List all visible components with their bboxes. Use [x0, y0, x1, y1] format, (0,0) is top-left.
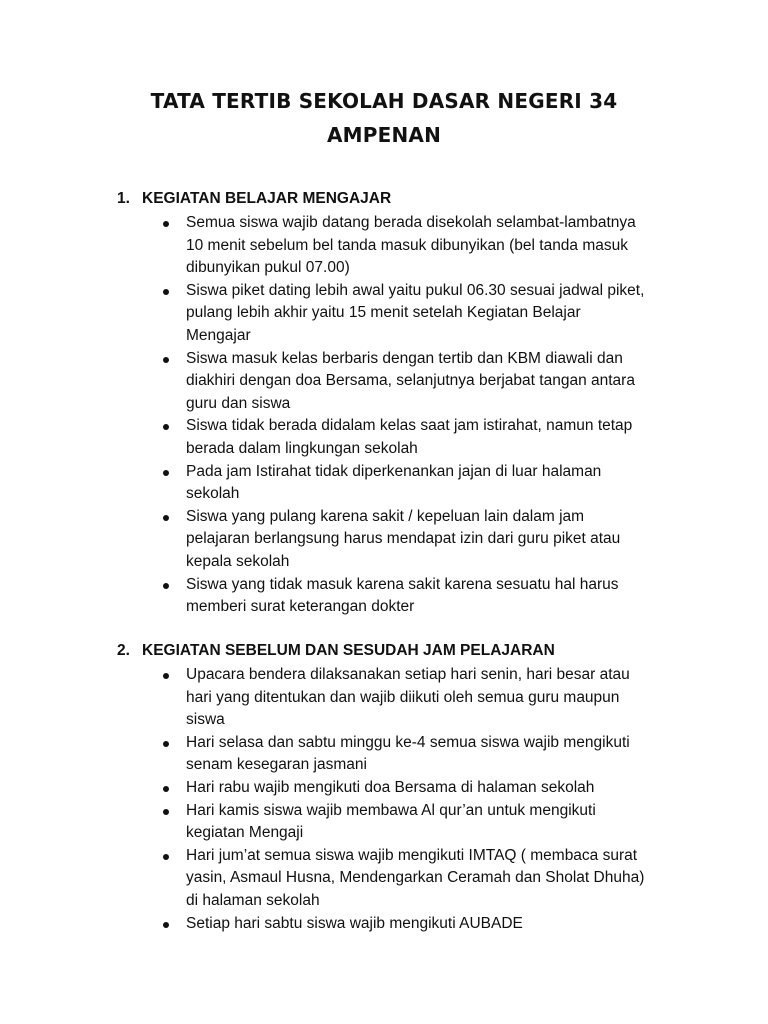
bullet-icon — [163, 221, 169, 227]
list-item-text-line: Siswa tidak berada didalam kelas saat jam istirahat, namun tetap — [186, 417, 633, 435]
list-item-text-line: 10 menit sebelum bel tanda masuk dibunyikan (bel tanda masuk — [186, 236, 629, 254]
section-title: KEGIATAN SEBELUM DAN SESUDAH JAM PELAJARAN — [142, 642, 555, 659]
list-item — [117, 845, 686, 913]
bullet-icon — [163, 786, 169, 792]
section-heading — [117, 188, 697, 210]
list-item — [117, 732, 686, 777]
list-item — [117, 800, 686, 845]
section-kegiatan-sebelum-sesudah — [117, 640, 697, 935]
list-item-text-line: Hari kamis siswa wajib membawa Al qur’an untuk mengikuti — [186, 801, 596, 819]
list-item-text-line: Semua siswa wajib datang berada disekolah selambat-lambatnya — [186, 214, 636, 231]
title-line-1: TATA TERTIB SEKOLAH DASAR NEGERI 34 — [150, 89, 618, 113]
list-item-text-line: Setiap hari sabtu siswa wajib mengikuti AUBADE — [186, 914, 523, 932]
list-item — [117, 664, 686, 732]
section-number: 1. — [117, 190, 130, 207]
list-item-text-line: kegiatan Mengaji — [186, 824, 304, 842]
list-item — [117, 280, 686, 348]
section-number: 2. — [117, 642, 130, 659]
list-item-text-line: Siswa piket dating lebih awal yaitu pukul 06.30 sesuai jadwal piket, — [186, 281, 645, 299]
list-item-text-line: Siswa yang tidak masuk karena sakit karena sesuatu hal harus — [186, 575, 619, 593]
list-item-text-line: dibunyikan pukul 07.00) — [186, 259, 350, 277]
list-item-text-line: yasin, Asmaul Husna, Mendengarkan Ceramah dan Sholat Dhuha) — [186, 869, 645, 887]
list-item-text-line: Mengajar — [186, 326, 251, 344]
bullet-icon — [163, 515, 169, 521]
list-item-text-line: sekolah — [186, 485, 240, 503]
list-item — [117, 348, 686, 416]
list-item-text-line: Hari rabu wajib mengikuti doa Bersama di halaman sekolah — [186, 778, 595, 796]
list-item — [117, 212, 686, 280]
list-item-text-line: Siswa yang pulang karena sakit / kepeluan lain dalam jam — [186, 507, 585, 525]
list-item — [117, 461, 686, 506]
list-item — [117, 574, 686, 619]
list-item-text-line: pelajaran berlangsung harus mendapat izin dari guru piket atau — [186, 530, 621, 548]
section-kegiatan-belajar-mengajar — [117, 188, 697, 619]
bullet-icon — [163, 809, 169, 815]
document-title — [0, 84, 768, 152]
bullet-icon — [163, 357, 169, 363]
list-item — [117, 913, 686, 936]
list-item-text-line: Hari jum’at semua siswa wajib mengikuti IMTAQ ( membaca surat — [186, 846, 638, 864]
bullet-icon — [163, 854, 169, 860]
list-item-text-line: pulang lebih akhir yaitu 15 menit setelah Kegiatan Belajar — [186, 304, 581, 322]
list-item-text-line: guru dan siswa — [186, 394, 291, 412]
list-item-text-line: hari yang ditentukan dan wajib diikuti oleh semua guru maupun — [186, 688, 620, 706]
section-title: KEGIATAN BELAJAR MENGAJAR — [142, 190, 392, 207]
title-line-2: AMPENAN — [326, 123, 442, 147]
rules-list — [117, 664, 697, 935]
list-item-text-line: berada dalam lingkungan sekolah — [186, 439, 418, 457]
bullet-icon — [163, 289, 169, 295]
list-item-text-line: kepala sekolah — [186, 552, 290, 570]
list-item-text-line: memberi surat keterangan dokter — [186, 598, 415, 616]
bullet-icon — [163, 424, 169, 430]
list-item-text-line: Hari selasa dan sabtu minggu ke-4 semua siswa wajib mengikuti — [186, 733, 630, 751]
list-item — [117, 415, 686, 460]
list-item — [117, 506, 686, 574]
bullet-icon — [163, 583, 169, 589]
bullet-icon — [163, 673, 169, 679]
list-item-text-line: Siswa masuk kelas berbaris dengan tertib dan KBM diawali dan — [186, 349, 623, 367]
rules-list — [117, 212, 697, 619]
list-item-text-line: diakhiri dengan doa Bersama, selanjutnya berjabat tangan antara — [186, 372, 635, 390]
list-item-text-line: Upacara bendera dilaksanakan setiap hari senin, hari besar atau — [186, 666, 630, 683]
list-item-text-line: Pada jam Istirahat tidak diperkenankan jajan di luar halaman — [186, 462, 602, 480]
list-item — [117, 777, 686, 800]
list-item-text-line: siswa — [186, 711, 225, 729]
list-item-text-line: di halaman sekolah — [186, 891, 320, 909]
section-heading — [117, 640, 697, 662]
bullet-icon — [163, 922, 169, 928]
list-item-text-line: senam kesegaran jasmani — [186, 756, 367, 774]
bullet-icon — [163, 741, 169, 747]
bullet-icon — [163, 470, 169, 476]
